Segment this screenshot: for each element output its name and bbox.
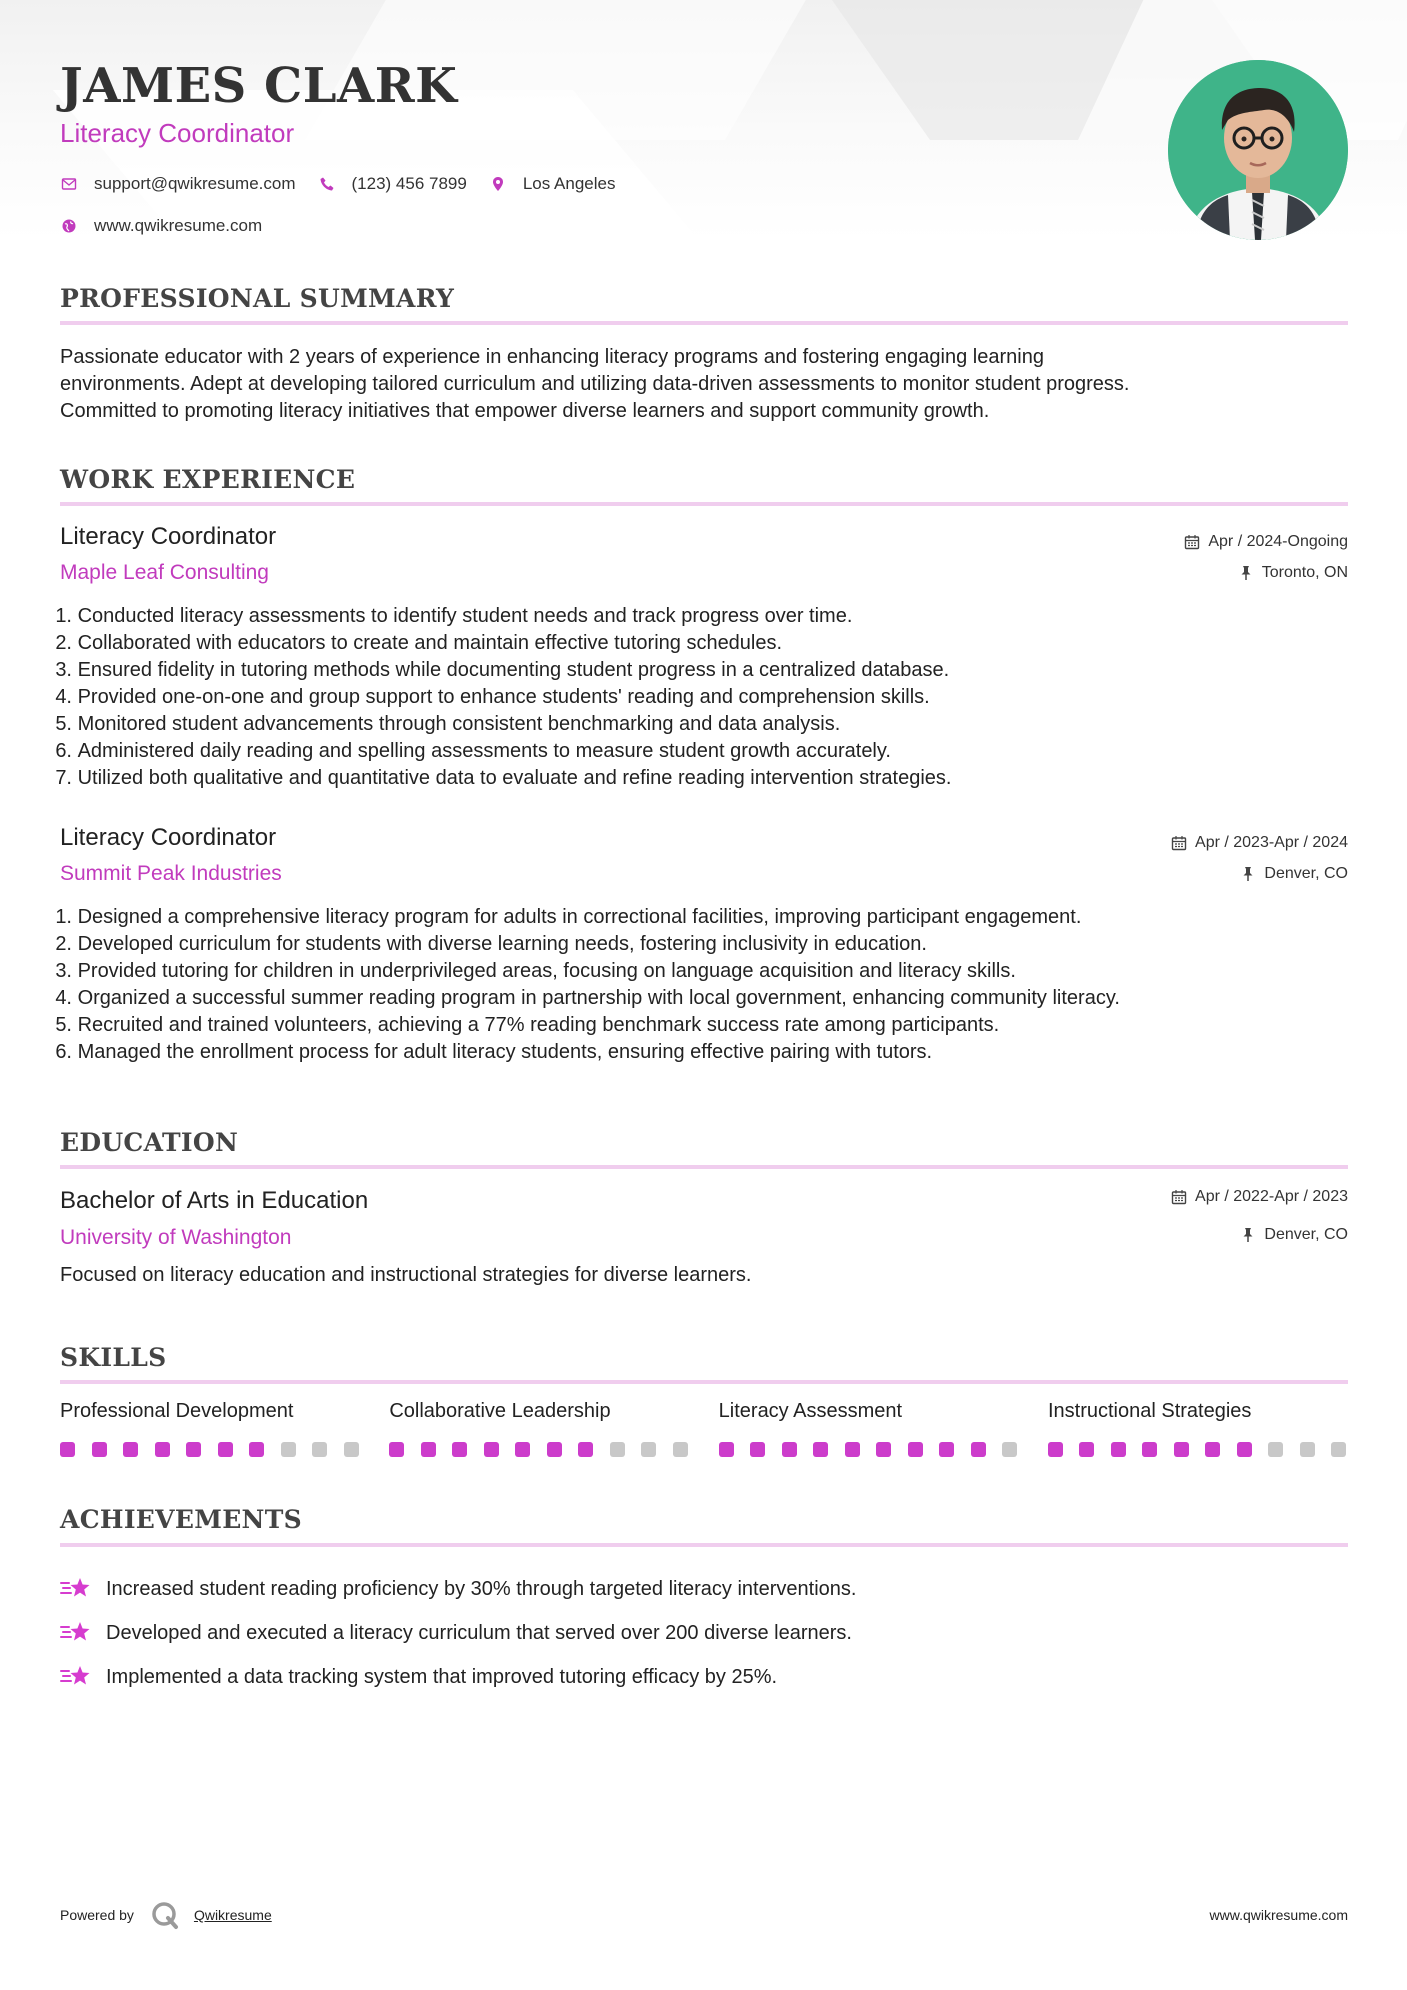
skill-dot-filled (452, 1442, 467, 1457)
skill-dot-filled (1048, 1442, 1063, 1457)
website-row (60, 216, 284, 236)
pushpin-icon (1240, 866, 1256, 882)
achievement-item (60, 1611, 1348, 1655)
experience-heading: WORK EXPERIENCE (60, 465, 356, 494)
skill-dot-filled (971, 1442, 986, 1457)
company-name: Maple Leaf Consulting (60, 561, 269, 584)
achievements-list (60, 1567, 1348, 1699)
achievement-text: Implemented a data tracking system that improved tutoring efficacy by 25%. (106, 1665, 778, 1688)
list-item: 2. Developed curriculum for students with diverse learning needs, fostering inclusivity in education. (55, 933, 927, 955)
summary-heading: PROFESSIONAL SUMMARY (60, 284, 455, 313)
skill-dot-filled (155, 1442, 170, 1457)
achievement-item (60, 1567, 1348, 1611)
skill-dot-empty (1268, 1442, 1283, 1457)
website-contact[interactable] (60, 216, 262, 236)
pushpin-icon (1240, 1227, 1256, 1243)
skill-rating (1048, 1442, 1348, 1457)
skill-dot-filled (1205, 1442, 1220, 1457)
skill-dot-empty (281, 1442, 296, 1457)
job-dates-text: Apr / 2023-Apr / 2024 (1195, 834, 1348, 851)
job-location-text: Denver, CO (1264, 865, 1348, 882)
candidate-name: JAMES CLARK (60, 58, 458, 114)
skill-dot-filled (1174, 1442, 1189, 1457)
skill-dot-filled (876, 1442, 891, 1457)
skill-dot-filled (484, 1442, 499, 1457)
skill-item (389, 1400, 689, 1457)
skill-dot-filled (186, 1442, 201, 1457)
list-item: 1. Conducted literacy assessments to identify student needs and track progress over time. (55, 605, 853, 627)
skill-rating (389, 1442, 689, 1457)
list-item: 6. Managed the enrollment process for adult literacy students, ensuring effective pairing with tutors. (55, 1041, 933, 1063)
skill-dot-empty (1300, 1442, 1315, 1457)
job-dates (1184, 533, 1348, 551)
pushpin-icon (1238, 565, 1254, 581)
shooting-star-icon (60, 1663, 92, 1691)
candidate-role: Literacy Coordinator (60, 118, 295, 148)
powered-by-text: Powered by (60, 1907, 134, 1923)
job-location (1240, 865, 1348, 883)
education-dates (1171, 1188, 1348, 1206)
skill-dot-filled (218, 1442, 233, 1457)
skill-dot-filled (813, 1442, 828, 1457)
skill-dot-filled (939, 1442, 954, 1457)
footer-powered-by (60, 1900, 272, 1930)
contact-row (60, 174, 637, 194)
experience-divider (60, 502, 1348, 506)
calendar-icon (1171, 1189, 1187, 1205)
skills-list (60, 1400, 1348, 1457)
skill-item (60, 1400, 360, 1457)
skill-dot-filled (845, 1442, 860, 1457)
qwikresume-link[interactable]: Qwikresume (193, 1907, 272, 1923)
skill-dot-filled (1142, 1442, 1157, 1457)
skill-dot-filled (719, 1442, 734, 1457)
school-name: University of Washington (60, 1226, 292, 1249)
globe-icon (60, 217, 78, 235)
job-title: Literacy Coordinator (60, 824, 277, 851)
phone-text: (123) 456 7899 (351, 174, 467, 193)
skill-dot-filled (60, 1442, 75, 1457)
skill-dot-filled (1111, 1442, 1126, 1457)
qwikresume-logo-icon (150, 1900, 180, 1930)
skill-dot-empty (641, 1442, 656, 1457)
skill-item (719, 1400, 1019, 1457)
skill-name: Collaborative Leadership (389, 1400, 611, 1422)
list-item: 4. Organized a successful summer reading program in partnership with local government, enhancing community literacy. (55, 987, 1120, 1009)
skill-dot-filled (123, 1442, 138, 1457)
calendar-icon (1184, 534, 1200, 550)
skill-dot-empty (1331, 1442, 1346, 1457)
list-item: 1. Designed a comprehensive literacy program for adults in correctional facilities, improving participant engagement. (55, 906, 1082, 928)
skill-dot-filled (92, 1442, 107, 1457)
job-bullets (55, 603, 1360, 792)
skill-dot-filled (1237, 1442, 1252, 1457)
location-text: Los Angeles (522, 174, 616, 193)
list-item: 3. Ensured fidelity in tutoring methods while documenting student progress in a centralized database. (55, 659, 950, 681)
location-contact (489, 174, 616, 194)
job-location-text: Toronto, ON (1261, 564, 1348, 581)
education-location-text: Denver, CO (1264, 1226, 1348, 1243)
achievements-divider (60, 1543, 1348, 1547)
education-dates-text: Apr / 2022-Apr / 2023 (1195, 1188, 1348, 1205)
achievements-heading: ACHIEVEMENTS (60, 1505, 302, 1534)
list-item: 4. Provided one-on-one and group support to enhance students' reading and comprehension skills. (55, 686, 930, 708)
shooting-star-icon (60, 1575, 92, 1603)
skill-dot-filled (782, 1442, 797, 1457)
skill-dot-filled (578, 1442, 593, 1457)
profile-photo (1168, 60, 1348, 240)
education-description: Focused on literacy education and instructional strategies for diverse learners. (60, 1264, 752, 1286)
skill-name: Instructional Strategies (1047, 1400, 1252, 1422)
email-text: support@qwikresume.com (94, 174, 296, 193)
summary-line: Committed to promoting literacy initiatives that empower diverse learners and support community growth. (60, 400, 990, 422)
envelope-icon (60, 175, 78, 193)
website-text: www.qwikresume.com (94, 216, 263, 235)
skill-dot-filled (421, 1442, 436, 1457)
list-item: 3. Provided tutoring for children in underprivileged areas, focusing on language acquisition and literacy skills. (55, 960, 1016, 982)
summary-text (60, 344, 1348, 425)
summary-line: Passionate educator with 2 years of experience in enhancing literacy programs and fostering engaging learning (60, 346, 1044, 368)
skill-dot-filled (908, 1442, 923, 1457)
job-bullets (55, 904, 1360, 1066)
skills-divider (60, 1380, 1348, 1384)
skill-item (1048, 1400, 1348, 1457)
summary-divider (60, 321, 1348, 325)
skill-dot-empty (673, 1442, 688, 1457)
job-dates-text: Apr / 2024-Ongoing (1208, 533, 1348, 550)
job-dates (1171, 834, 1348, 852)
calendar-icon (1171, 835, 1187, 851)
skill-name: Professional Development (60, 1400, 294, 1422)
email-contact[interactable] (60, 174, 296, 194)
map-pin-icon (489, 175, 507, 193)
achievement-text: Developed and executed a literacy curriculum that served over 200 diverse learners. (106, 1621, 852, 1644)
phone-icon (318, 175, 336, 193)
skill-dot-filled (515, 1442, 530, 1457)
skill-name: Literacy Assessment (718, 1400, 903, 1422)
list-item: 5. Recruited and trained volunteers, achieving a 77% reading benchmark success rate among participants. (55, 1014, 1000, 1036)
skill-dot-empty (344, 1442, 359, 1457)
skill-dot-empty (610, 1442, 625, 1457)
education-heading: EDUCATION (60, 1128, 239, 1157)
summary-line: environments. Adept at developing tailored curriculum and utilizing data-driven assessments to monitor student progress. (60, 373, 1130, 395)
skill-dot-filled (750, 1442, 765, 1457)
skills-heading: SKILLS (60, 1343, 167, 1372)
skill-dot-filled (389, 1442, 404, 1457)
skill-rating (719, 1442, 1019, 1457)
list-item: 7. Utilized both qualitative and quantitative data to evaluate and refine reading intervention strategies. (55, 767, 952, 789)
skill-dot-filled (249, 1442, 264, 1457)
footer-website[interactable]: www.qwikresume.com (1209, 1907, 1348, 1923)
list-item: 2. Collaborated with educators to create and maintain effective tutoring schedules. (55, 632, 783, 654)
skill-dot-empty (1002, 1442, 1017, 1457)
skill-dot-filled (547, 1442, 562, 1457)
company-name: Summit Peak Industries (60, 862, 282, 885)
skill-dot-empty (312, 1442, 327, 1457)
skill-rating (60, 1442, 360, 1457)
job-location (1238, 564, 1348, 582)
degree-title: Bachelor of Arts in Education (60, 1187, 369, 1214)
phone-contact[interactable] (318, 174, 467, 194)
education-divider (60, 1165, 1348, 1169)
education-location (1240, 1226, 1348, 1244)
list-item: 6. Administered daily reading and spelling assessments to measure student growth accurately. (55, 740, 891, 762)
job-title: Literacy Coordinator (60, 523, 277, 550)
list-item: 5. Monitored student advancements through consistent benchmarking and data analysis. (55, 713, 841, 735)
achievement-text: Increased student reading proficiency by 30% through targeted literacy interventions. (106, 1577, 857, 1600)
achievement-item (60, 1655, 1348, 1699)
shooting-star-icon (60, 1619, 92, 1647)
skill-dot-filled (1079, 1442, 1094, 1457)
